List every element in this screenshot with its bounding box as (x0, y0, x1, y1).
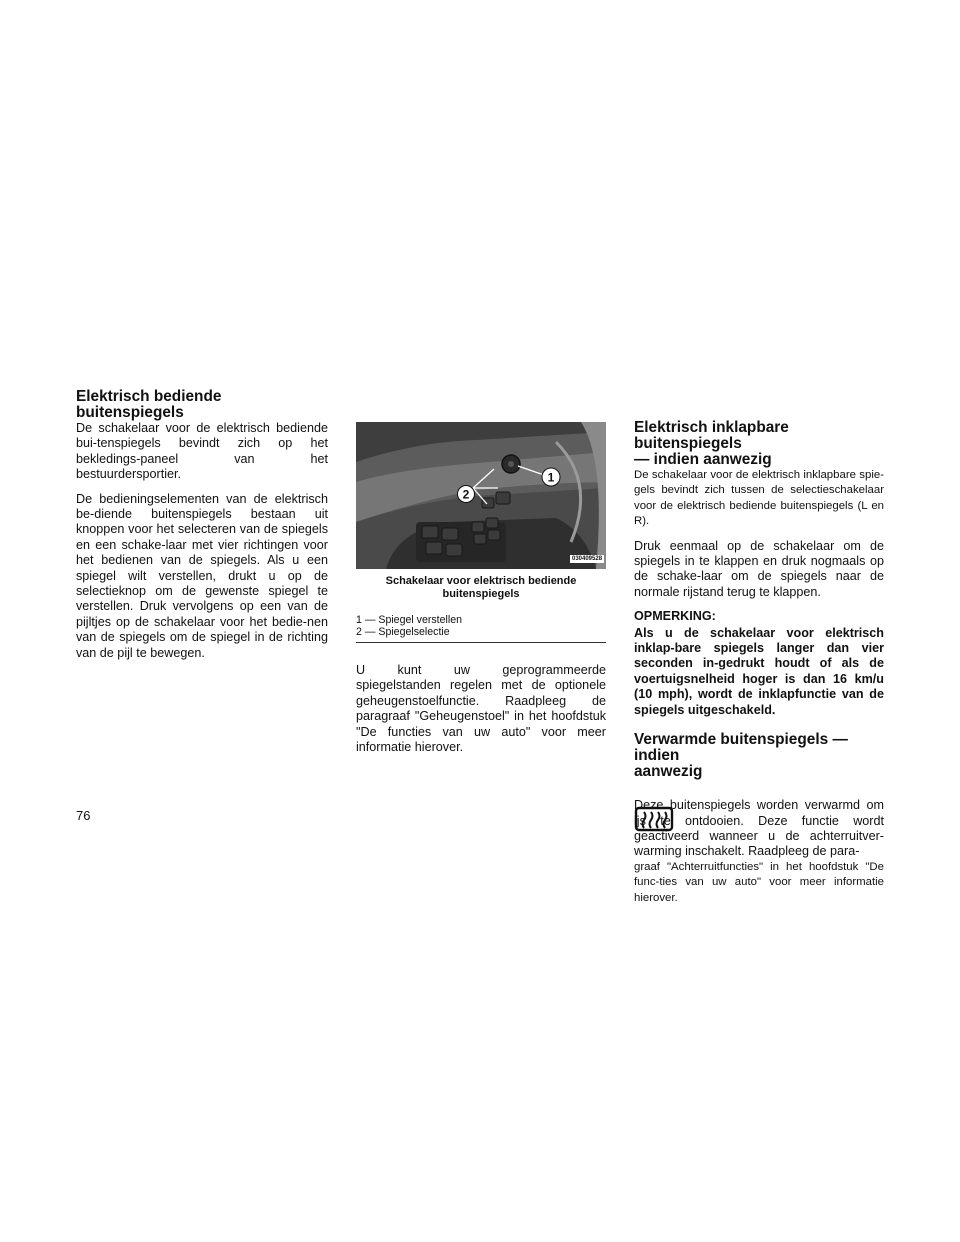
heading-line: aanwezig (634, 763, 703, 781)
note-body: Als u de schakelaar voor elektrisch inklap-bare spiegels langer dan vier seconden in-gedrukt houdt of als de voertuigsnelheid hoger is dan 16 km/u (10 mph), wordt de inklapfunctie van de spiegels uitgeschakeld. (634, 625, 884, 717)
column-right (634, 420, 884, 906)
column-middle (356, 422, 606, 764)
section-heading-power-mirrors: Elektrisch bediende buitenspiegels (76, 388, 222, 421)
paragraph: Deze buitenspiegels worden verwarmd om ijs te ontdooien. Deze functie wordt geactiveerd wanneer u de achterruitver-warming inschakelt. Raadpleeg de para- (634, 798, 884, 859)
paragraph: Druk eenmaal op de schakelaar om de spiegels in te klappen en druk nogmaals op de schake-laar om de spiegels naar de normale rijstand terug te klappen. (634, 538, 884, 599)
heading-line: Elektrisch inklapbare buitenspiegels (634, 419, 789, 452)
figure-code: 030409528 (572, 556, 603, 562)
figure-legend (356, 614, 606, 643)
heading-line: — indien aanwezig (634, 451, 772, 468)
rear-defrost-icon (634, 806, 674, 834)
paragraph: De schakelaar voor de elektrisch bediende bui-tenspiegels bevindt zich op het bekledings-paneel van het bestuurdersportier. (76, 421, 328, 482)
heading-line: Verwarmde buitenspiegels — indien (634, 731, 848, 765)
section-heading-folding-mirrors (634, 420, 884, 468)
paragraph: U kunt uw geprogrammeerde spiegelstanden regelen met de optionele geheugenstoelfunctie. Raadpleeg de paragraaf "Geheugenstoel" in het hoofdstuk "De functies van uw auto" voor meer informatie hierover. (356, 663, 606, 755)
legend-item: 2 — Spiegelselectie (356, 626, 450, 638)
legend-item: 1 — Spiegel verstellen (356, 614, 462, 626)
note-title: OPMERKING: (634, 609, 716, 624)
page-number: 76 (76, 808, 91, 823)
column-left (76, 389, 328, 670)
heated-mirrors-block (634, 798, 884, 906)
caption-line: buitenspiegels (442, 588, 520, 600)
door-panel-illustration (356, 422, 606, 569)
section-heading-heated-mirrors (634, 732, 884, 780)
paragraph: graaf "Achterruitfuncties" in het hoofdstuk "De func-ties van uw auto" voor meer informatie hierover. (634, 860, 884, 904)
paragraph: De schakelaar voor de elektrisch inklapbare spie-gels bevindt zich tussen de selectieschakelaar voor de elektrisch bediende buitenspiegels (L en R). (634, 469, 884, 528)
paragraph: De bedieningselementen van de elektrisch be-diende buitenspiegels bestaan uit knoppen voor het selecteren van de spiegels en een schake-laar met vier richtingen voor het bedienen van de spiegels. Als u een spiegel wilt verstellen, drukt u op de selectieknop om de gewenste spiegel te verstellen. Druk vervolgens op een van de pijltjes op de schakelaar voor het bedie-nen van de spiegels om de spiegel in de richting van de pijl te bewegen. (76, 491, 328, 660)
figure-caption (356, 575, 606, 601)
mirror-switch-figure (356, 422, 606, 569)
callout-1-label: 1 (547, 470, 555, 485)
caption-line: Schakelaar voor elektrisch bediende (385, 575, 577, 587)
callout-2-label: 2 (462, 487, 470, 502)
